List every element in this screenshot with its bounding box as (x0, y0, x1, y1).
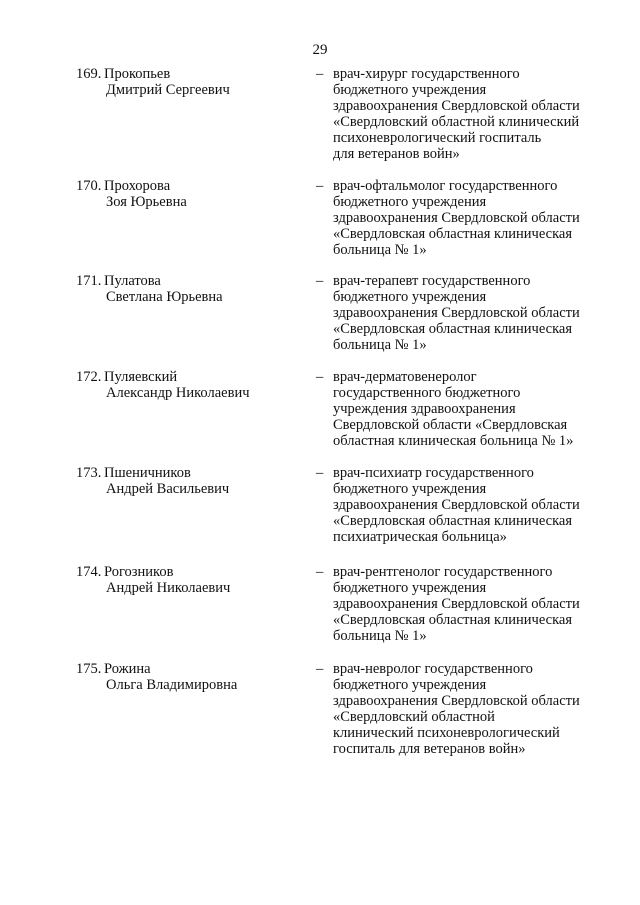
position-line: «Свердловская областная клиническая (333, 321, 573, 337)
entry-surname: Рогозников (104, 564, 174, 580)
entry-person (76, 178, 306, 210)
position-line: «Свердловская областная клиническая (333, 612, 573, 628)
entry-position (333, 178, 603, 258)
entry-surname: Прокопьев (104, 66, 171, 82)
position-line: «Свердловская областная клиническая (333, 226, 573, 242)
entry-number: 169. (76, 66, 102, 82)
entry-surname: Пшеничников (104, 465, 191, 481)
entry-surname: Рожина (104, 661, 151, 677)
entry-dash: – (316, 66, 324, 82)
position-line: бюджетного учреждения (333, 580, 487, 596)
entry-position (333, 369, 603, 449)
entry-number: 172. (76, 369, 102, 385)
position-line: здравоохранения Свердловской области (333, 497, 580, 513)
position-line: врач-хирург государственного (333, 66, 520, 82)
entry-dash: – (316, 661, 324, 677)
entry-given-names: Дмитрий Сергеевич (106, 82, 230, 98)
entry-surname: Прохорова (104, 178, 171, 194)
position-line: Свердловской области «Свердловская (333, 417, 568, 433)
position-line: больница № 1» (333, 337, 427, 353)
entry-person (76, 564, 306, 596)
entry-number: 173. (76, 465, 102, 481)
entry-person (76, 273, 306, 305)
position-line: «Свердловская областная клиническая (333, 513, 573, 529)
entry-person (76, 66, 306, 98)
entry-given-names: Зоя Юрьевна (106, 194, 187, 210)
position-line: бюджетного учреждения (333, 677, 487, 693)
position-line: здравоохранения Свердловской области (333, 693, 580, 709)
position-line: бюджетного учреждения (333, 481, 487, 497)
position-line: врач-рентгенолог государственного (333, 564, 553, 580)
position-line: психиатрическая больница» (333, 529, 507, 545)
position-line: для ветеранов войн» (333, 146, 460, 162)
entry-position (333, 661, 603, 757)
entry-dash: – (316, 369, 324, 385)
entry-position (333, 66, 603, 162)
position-line: больница № 1» (333, 628, 427, 644)
page-number: 29 (312, 42, 328, 58)
position-line: «Свердловский областной клинический (333, 114, 580, 130)
position-line: врач-терапевт государственного (333, 273, 531, 289)
entry-given-names: Ольга Владимировна (106, 677, 238, 693)
entry-given-names: Андрей Николаевич (106, 580, 231, 596)
entry-dash: – (316, 465, 324, 481)
position-line: здравоохранения Свердловской области (333, 98, 580, 114)
entry-dash: – (316, 273, 324, 289)
entry-position (333, 564, 603, 644)
entry-number: 174. (76, 564, 102, 580)
entry-dash: – (316, 564, 324, 580)
position-line: «Свердловский областной (333, 709, 495, 725)
entry-dash: – (316, 178, 324, 194)
entry-surname: Пуляевский (104, 369, 178, 385)
position-line: врач-психиатр государственного (333, 465, 534, 481)
entry-number: 175. (76, 661, 102, 677)
position-line: областная клиническая больница № 1» (333, 433, 574, 449)
position-line: врач-офтальмолог государственного (333, 178, 558, 194)
position-line: бюджетного учреждения (333, 289, 487, 305)
position-line: учреждения здравоохранения (333, 401, 516, 417)
position-line: врач-дерматовенеролог (333, 369, 477, 385)
position-line: здравоохранения Свердловской области (333, 305, 580, 321)
position-line: государственного бюджетного (333, 385, 521, 401)
position-line: здравоохранения Свердловской области (333, 596, 580, 612)
position-line: бюджетного учреждения (333, 194, 487, 210)
entry-position (333, 273, 603, 353)
entry-number: 170. (76, 178, 102, 194)
entry-position (333, 465, 603, 545)
entry-number: 171. (76, 273, 102, 289)
position-line: больница № 1» (333, 242, 427, 258)
position-line: психоневрологический госпиталь (333, 130, 542, 146)
entry-person (76, 465, 306, 497)
position-line: врач-невролог государственного (333, 661, 533, 677)
position-line: госпиталь для ветеранов войн» (333, 741, 526, 757)
entry-person (76, 661, 306, 693)
position-line: здравоохранения Свердловской области (333, 210, 580, 226)
entry-given-names: Андрей Васильевич (106, 481, 230, 497)
entry-given-names: Александр Николаевич (106, 385, 250, 401)
entry-surname: Пулатова (104, 273, 161, 289)
entry-person (76, 369, 306, 401)
entry-given-names: Светлана Юрьевна (106, 289, 223, 305)
position-line: бюджетного учреждения (333, 82, 487, 98)
position-line: клинический психоневрологический (333, 725, 560, 741)
